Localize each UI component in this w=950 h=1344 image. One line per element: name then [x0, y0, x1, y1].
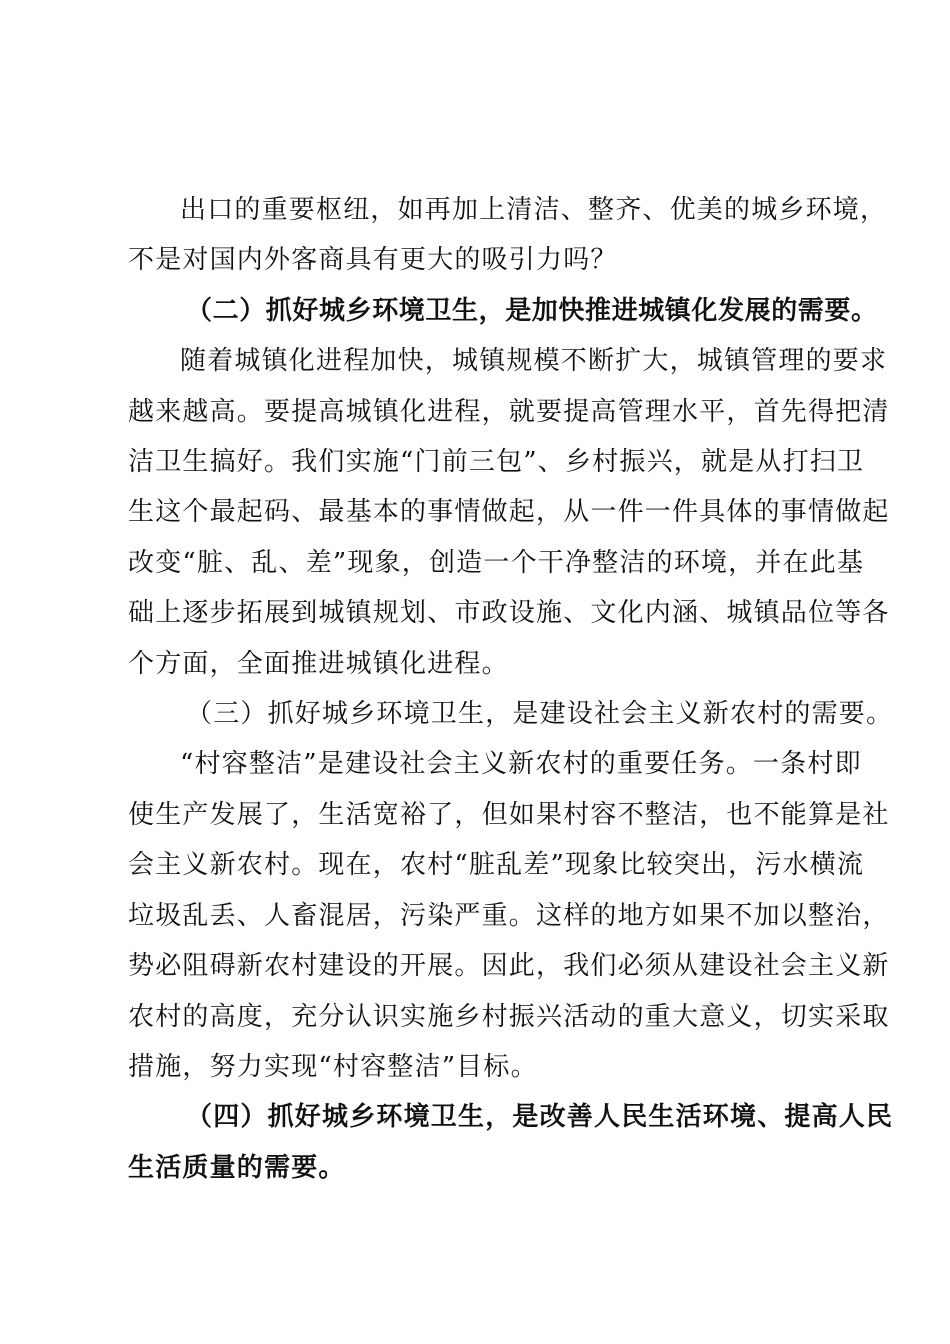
- heading-line: 生活质量的需要。: [128, 1152, 346, 1183]
- text-line: 农村的高度，充分认识实施乡村振兴活动的重大意义，切实采取: [128, 1001, 890, 1032]
- heading-line: （四）抓好城乡环境卫生，是改善人民生活环境、提高人民: [186, 1102, 894, 1133]
- text-line: 势必阻碍新农村建设的开展。因此，我们必须从建设社会主义新: [128, 951, 890, 982]
- section-heading-3: [128, 689, 894, 739]
- text-line: “村容整洁”是建设社会主义新农村的重要任务。一条村即: [180, 749, 862, 780]
- paragraph-continuation: [128, 185, 888, 286]
- section-heading-2: [128, 286, 878, 336]
- text-line: 洁卫生搞好。我们实施“门前三包”、乡村振兴，就是从打扫卫: [128, 447, 865, 478]
- text-line: 生这个最起码、最基本的事情做起，从一件一件具体的事情做起: [128, 497, 890, 528]
- text-line: 会主义新农村。现在，农村“脏乱差”现象比较突出，污水横流: [128, 850, 865, 881]
- heading-line: （三）抓好城乡环境卫生，是建设社会主义新农村的需要。: [186, 699, 894, 730]
- paragraph-new-countryside: [128, 739, 890, 1092]
- text-line: 随着城镇化进程加快，城镇规模不断扩大，城镇管理的要求: [180, 346, 888, 377]
- text-line: 不是对国内外客商具有更大的吸引力吗？: [128, 245, 618, 276]
- text-line: 改变“脏、乱、差”现象，创造一个干净整洁的环境，并在此基: [128, 547, 865, 578]
- text-line: 个方面，全面推进城镇化进程。: [128, 648, 509, 679]
- heading-line: （二）抓好城乡环境卫生，是加快推进城镇化发展的需要。: [186, 295, 878, 326]
- paragraph-urbanization: [128, 336, 890, 689]
- document-body: [128, 185, 894, 1193]
- section-heading-4: [128, 1092, 894, 1193]
- text-line: 越来越高。要提高城镇化进程，就要提高管理水平，首先得把清: [128, 396, 890, 427]
- text-line: 础上逐步拓展到城镇规划、市政设施、文化内涵、城镇品位等各: [128, 598, 890, 629]
- text-line: 措施，努力实现“村容整洁”目标。: [128, 1051, 538, 1082]
- text-line: 垃圾乱丢、人畜混居，污染严重。这样的地方如果不加以整治，: [128, 900, 890, 931]
- text-line: 使生产发展了，生活宽裕了，但如果村容不整洁，也不能算是社: [128, 799, 890, 830]
- text-line: 出口的重要枢纽，如再加上清洁、整齐、优美的城乡环境，: [180, 195, 888, 225]
